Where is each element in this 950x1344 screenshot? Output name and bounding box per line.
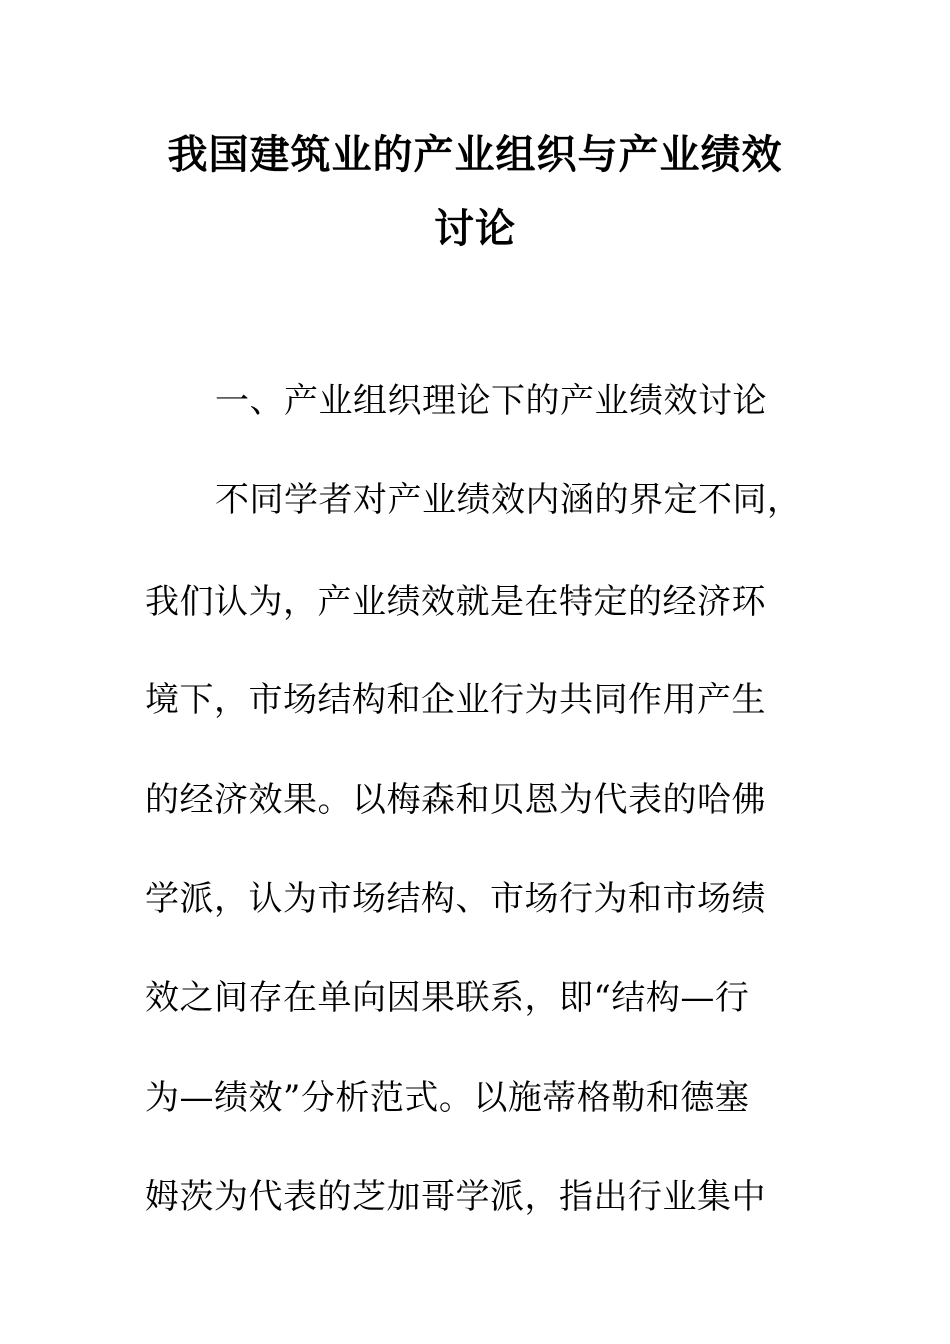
paragraph-line-8: 姆茨为代表的芝加哥学派，指出行业集中 [145,1177,766,1217]
paragraph-line-4: 的经济效果。以梅森和贝恩为代表的哈佛 [145,780,766,820]
document-title-line-1: 我国建筑业的产业组织与产业绩效 [167,131,783,178]
paragraph-line-6: 效之间存在单向因果联系，即“结构—行 [145,978,750,1018]
paragraph-line-3: 境下，市场结构和企业行为共同作用产生 [145,680,766,720]
paragraph-line-1: 不同学者对产业绩效内涵的界定不同， [215,480,802,520]
paragraph-line-7: 为—绩效”分析范式。以施蒂格勒和德塞 [145,1078,750,1118]
paragraph-line-5: 学派，认为市场结构、市场行为和市场绩 [145,879,766,919]
paragraph-line-2: 我们认为，产业绩效就是在特定的经济环 [145,582,766,622]
document-title-line-2: 讨论 [434,205,516,252]
section-heading: 一、产业组织理论下的产业绩效讨论 [215,381,767,421]
